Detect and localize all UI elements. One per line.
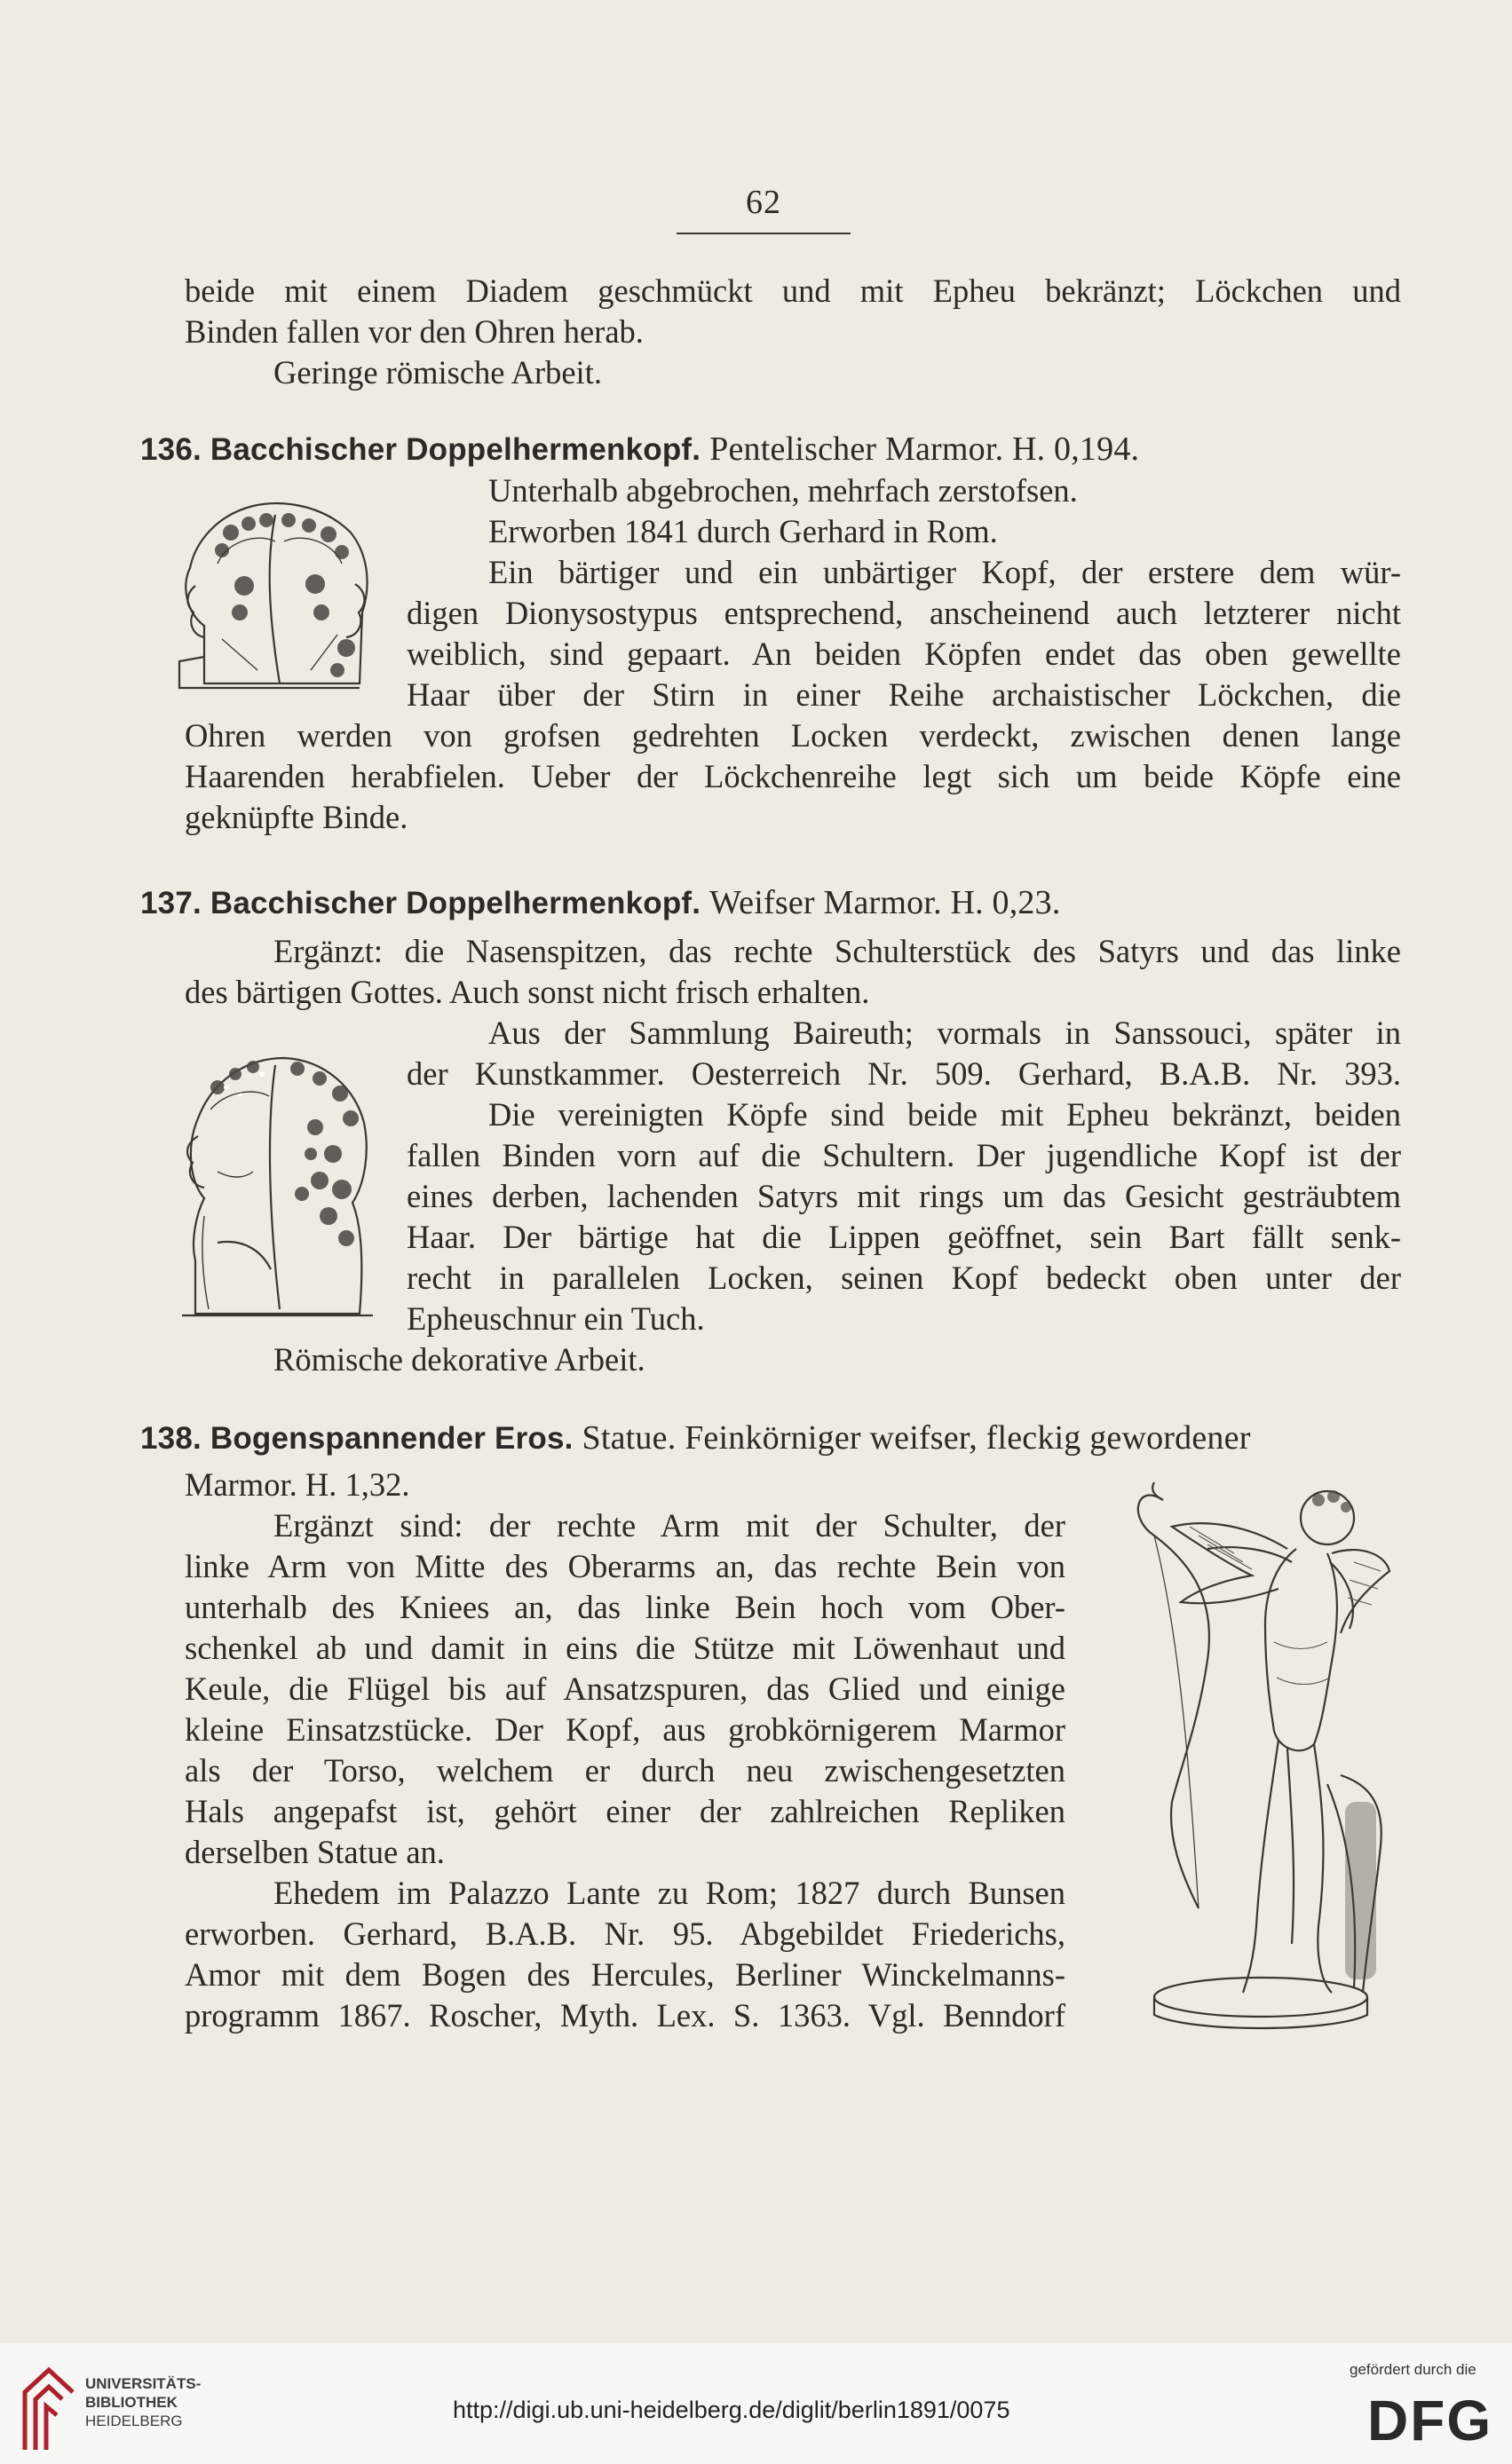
library-name-line: HEIDELBERG <box>85 2413 183 2429</box>
eros-statue-illustration <box>1101 1465 1394 2033</box>
entry-137-heading <box>140 883 1061 922</box>
text-line: der Kunstkammer. Oesterreich Nr. 509. Gerhard, B.A.B. Nr. 393. <box>407 1055 1401 1092</box>
text-line: derselben Statue an. <box>185 1834 445 1870</box>
entry-138-heading <box>140 1418 1251 1457</box>
text-line: Marmor. H. 1,32. <box>185 1466 410 1503</box>
text-line: schenkel ab und damit in eins die Stütze mit Löwenhaut und <box>185 1630 1065 1666</box>
text-line: unterhalb des Kniees an, das linke Bein hoch vom Ober- <box>185 1589 1065 1625</box>
entry-136-heading <box>140 430 1139 469</box>
entry-material: Weifser Marmor. H. 0,23. <box>709 884 1061 921</box>
source-url-link[interactable]: http://digi.ub.uni-heidelberg.de/diglit/berlin1891/0075 <box>453 2397 1010 2423</box>
text-line: kleine Einsatzstücke. Der Kopf, aus grobkörnigerem Marmor <box>185 1711 1065 1748</box>
text-line: Keule, die Flügel bis auf Ansatzspuren, das Glied und einige <box>185 1670 1065 1707</box>
entry-number: 138. <box>140 1421 202 1456</box>
page-number-rule <box>677 233 851 234</box>
text-line: Haarenden herabfielen. Ueber der Löckchenreihe legt sich um beide Köpfe eine <box>185 758 1401 794</box>
text-line: Aus der Sammlung Baireuth; vormals in Sanssouci, später in <box>488 1015 1401 1051</box>
text-line: Unterhalb abgebrochen, mehrfach zerstofsen. <box>488 472 1078 509</box>
text-line: Ehedem im Palazzo Lante zu Rom; 1827 durch Bunsen <box>273 1875 1065 1911</box>
text-line: digen Dionysostypus entsprechend, anscheinend auch letzterer nicht <box>407 595 1401 631</box>
text-line: Binden fallen vor den Ohren herab. <box>185 313 644 350</box>
text-line: beide mit einem Diadem geschmückt und mit Epheu bekränzt; Löckchen und <box>185 272 1401 309</box>
university-library-logo-icon <box>18 2357 80 2454</box>
entry-material: Pentelischer Marmor. H. 0,194. <box>709 430 1140 468</box>
text-line: Amor mit dem Bogen des Hercules, Berliner Winckelmanns- <box>185 1956 1065 1993</box>
page-number: 62 <box>746 184 781 221</box>
text-line: recht in parallelen Locken, seinen Kopf bedeckt oben unter der <box>407 1260 1401 1296</box>
text-line: geknüpfte Binde. <box>185 799 408 835</box>
text-line: Die vereinigten Köpfe sind beide mit Epheu bekränzt, beiden <box>488 1096 1401 1133</box>
text-line: Ohren werden von grofsen gedrehten Locken verdeckt, zwischen denen lange <box>185 717 1401 754</box>
text-line: linke Arm von Mitte des Oberarms an, das rechte Bein von <box>185 1548 1065 1584</box>
text-line: Ergänzt sind: der rechte Arm mit der Schulter, der <box>273 1507 1065 1544</box>
text-line: weiblich, sind gepaart. An beiden Köpfen endet das oben gewellte <box>407 636 1401 672</box>
text-line: Erworben 1841 durch Gerhard in Rom. <box>488 513 998 549</box>
double-herm-head-137-illustration <box>164 1039 386 1323</box>
entry-number: 137. <box>140 886 202 920</box>
entry-number: 136. <box>140 432 202 467</box>
text-line: Hals angepafst ist, gehört einer der zahlreichen Repliken <box>185 1793 1065 1829</box>
dfg-logo: DFG <box>1367 2389 1493 2452</box>
text-line: programm 1867. Roscher, Myth. Lex. S. 1363. Vgl. Benndorf <box>185 1997 1065 2034</box>
text-line: Ein bärtiger und ein unbärtiger Kopf, der erstere dem wür- <box>488 554 1401 590</box>
double-herm-head-136-illustration <box>169 479 382 719</box>
text-line: Geringe römische Arbeit. <box>273 354 602 391</box>
library-name-line: BIBLIOTHEK <box>85 2394 178 2411</box>
text-line: Haar über der Stirn in einer Reihe archaistischer Löckchen, die <box>407 676 1401 713</box>
library-name-line: UNIVERSITÄTS- <box>85 2375 202 2392</box>
entry-title: Bogenspannender Eros. <box>210 1421 574 1456</box>
text-line: erworben. Gerhard, B.A.B. Nr. 95. Abgebildet Friederichs, <box>185 1915 1065 1952</box>
text-line: fallen Binden vorn auf die Schultern. Der jugendliche Kopf ist der <box>407 1137 1401 1173</box>
entry-title: Bacchischer Doppelhermenkopf. <box>210 432 701 467</box>
text-line: Ergänzt: die Nasenspitzen, das rechte Schulterstück des Satyrs und das linke <box>273 933 1401 969</box>
entry-material: Statue. Feinkörniger weifser, fleckig gewordener <box>582 1419 1251 1457</box>
entry-title: Bacchischer Doppelhermenkopf. <box>210 886 701 920</box>
text-line: Epheuschnur ein Tuch. <box>407 1300 705 1337</box>
funding-text: gefördert durch die <box>1350 2361 1476 2378</box>
text-line: als der Torso, welchem er durch neu zwischengesetzten <box>185 1752 1065 1789</box>
text-line: Haar. Der bärtige hat die Lippen geöffnet, sein Bart fällt senk- <box>407 1219 1401 1255</box>
text-line: Römische dekorative Arbeit. <box>273 1341 645 1378</box>
text-line: eines derben, lachenden Satyrs mit rings um das Gesicht gesträubtem <box>407 1178 1401 1214</box>
text-line: des bärtigen Gottes. Auch sonst nicht frisch erhalten. <box>185 974 870 1010</box>
